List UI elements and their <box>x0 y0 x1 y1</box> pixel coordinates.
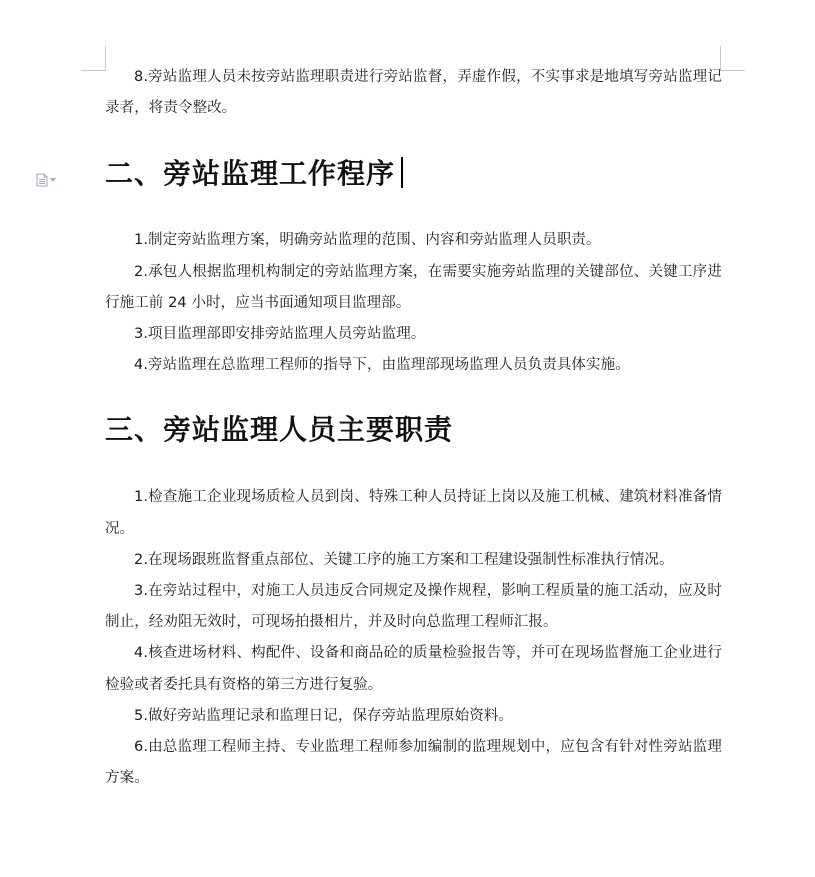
page-margin-corner-top-right <box>720 46 745 71</box>
section-2-item: 4.旁站监理在总监理工程师的指导下，由监理部现场监理人员负责具体实施。 <box>134 357 630 374</box>
document-paragraph-icon <box>36 173 48 187</box>
section-2-item: 1.制定旁站监理方案，明确旁站监理的范围、内容和旁站监理人员职责。 <box>134 232 601 249</box>
page-margin-corner-top-left <box>81 46 106 71</box>
text-cursor <box>401 157 403 188</box>
document-page[interactable] <box>105 62 722 794</box>
section-3-item: 2.在现场跟班监督重点部位、关键工序的施工方案和工程建设强制性标准执行情况。 <box>134 551 674 568</box>
section-3-item: 6.由总监理工程师主持、专业监理工程师参加编制的监理规划中，应包含有针对性旁站监理方案。 <box>105 739 722 787</box>
section-3-item: 4.核查进场材料、构配件、设备和商品砼的质量检验报告等，并可在现场监督施工企业进行检验或者委托具有资格的第三方进行复验。 <box>105 645 722 693</box>
section-2-item: 2.承包人根据监理机构制定的旁站监理方案，在需要实施旁站监理的关键部位、关键工序进行施工前 24 小时，应当书面通知项目监理部。 <box>105 263 722 311</box>
section-3-heading: 三、旁站监理人员主要职责 <box>105 413 454 447</box>
section-2-item: 3.项目监理部即安排旁站监理人员旁站监理。 <box>134 326 426 343</box>
section-3-item: 3.在旁站过程中，对施工人员违反合同规定及操作规程，影响工程质量的施工活动，应及时制止，经劝阻无效时，可现场拍摄相片，并及时向总监理工程师汇报。 <box>105 583 722 631</box>
section-3-item: 5.做好旁站监理记录和监理日记，保存旁站监理原始资料。 <box>134 707 514 724</box>
section-2-heading-text: 二、旁站监理工作程序 <box>105 157 396 191</box>
paragraph-intro-item-8: 8.旁站监理人员未按旁站监理职责进行旁站监督，弄虚作假，不实事求是地填写旁站监理记录者，将责令整改。 <box>105 69 722 117</box>
chevron-down-icon <box>50 178 56 182</box>
section-3-item: 1.检查施工企业现场质检人员到岗、特殊工种人员持证上岗以及施工机械、建筑材料准备情况。 <box>105 489 722 537</box>
section-2-heading <box>105 154 403 194</box>
paragraph-menu-button[interactable] <box>36 173 56 187</box>
